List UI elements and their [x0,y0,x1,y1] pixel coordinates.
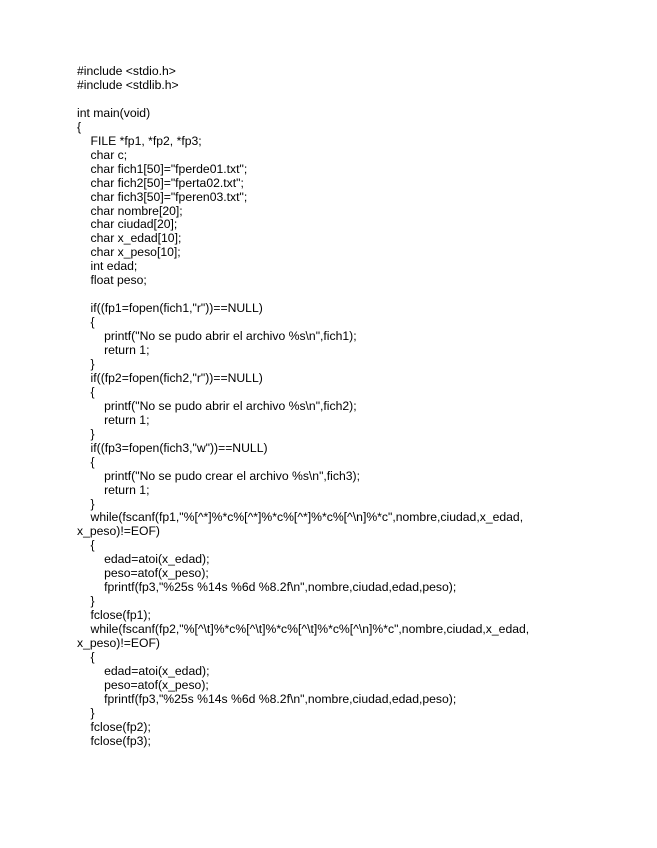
code-line: } [77,594,95,609]
code-line: printf("No se pudo abrir el archivo %s\n",fich2); [77,398,357,413]
code-line: peso=atof(x_peso); [77,566,209,581]
code-line: { [77,538,95,553]
code-line: char nombre[20]; [77,203,183,218]
code-line: fclose(fp1); [77,608,151,623]
code-line: printf("No se pudo crear el archivo %s\n",fich3); [77,468,360,483]
code-line: while(fscanf(fp1,"%[^*]%*c%[^*]%*c%[^*]%*c%[^\n]%*c",nombre,ciudad,x_edad, [77,510,524,525]
code-listing [77,65,637,749]
code-line: char fich2[50]="fperta02.txt"; [77,175,244,190]
code-line: } [77,426,95,441]
code-line: } [77,356,95,371]
code-line: float peso; [77,273,147,288]
code-line: return 1; [77,412,150,427]
code-line: } [77,705,95,720]
code-line: if((fp2=fopen(fich2,"r"))==NULL) [77,370,263,385]
code-line: fprintf(fp3,"%25s %14s %6d %8.2f\n",nombre,ciudad,edad,peso); [77,691,457,706]
code-line: { [77,384,95,399]
code-line: x_peso)!=EOF) [77,636,160,651]
code-line: { [77,119,82,134]
code-line: #include <stdio.h> [77,64,176,78]
code-line: char x_peso[10]; [77,245,181,260]
code-line: fclose(fp2); [77,719,151,734]
code-line: { [77,650,95,664]
code-line: x_peso)!=EOF) [77,524,160,539]
code-line: peso=atof(x_peso); [77,677,209,692]
code-line: edad=atoi(x_edad); [77,552,210,567]
code-line: fprintf(fp3,"%25s %14s %6d %8.2f\n",nombre,ciudad,edad,peso); [77,580,457,595]
code-line: FILE *fp1, *fp2, *fp3; [77,133,202,148]
code-line [77,288,637,302]
code-line: return 1; [77,343,150,358]
code-line: } [77,496,95,511]
code-line: char x_edad[10]; [77,231,182,246]
code-line: char fich3[50]="fperen03.txt"; [77,189,248,204]
code-line [77,93,637,107]
code-line: int edad; [77,259,138,274]
code-line: int main(void) [77,105,151,120]
code-line: char ciudad[20]; [77,217,178,232]
code-line: edad=atoi(x_edad); [77,663,210,678]
code-line: while(fscanf(fp2,"%[^\t]%*c%[^\t]%*c%[^\t]%*c%[^\n]%*c",nombre,ciudad,x_edad, [77,622,530,637]
code-line: char fich1[50]="fperde01.txt"; [77,161,248,176]
code-line: { [77,315,95,330]
code-line: fclose(fp3); [77,733,151,748]
code-line: printf("No se pudo abrir el archivo %s\n",fich1); [77,329,357,344]
code-line: char c; [77,147,128,162]
code-line: { [77,454,95,469]
code-line: if((fp1=fopen(fich1,"r"))==NULL) [77,301,263,316]
code-line: if((fp3=fopen(fich3,"w"))==NULL) [77,440,268,455]
code-line: return 1; [77,482,150,497]
code-line: #include <stdlib.h> [77,77,179,92]
